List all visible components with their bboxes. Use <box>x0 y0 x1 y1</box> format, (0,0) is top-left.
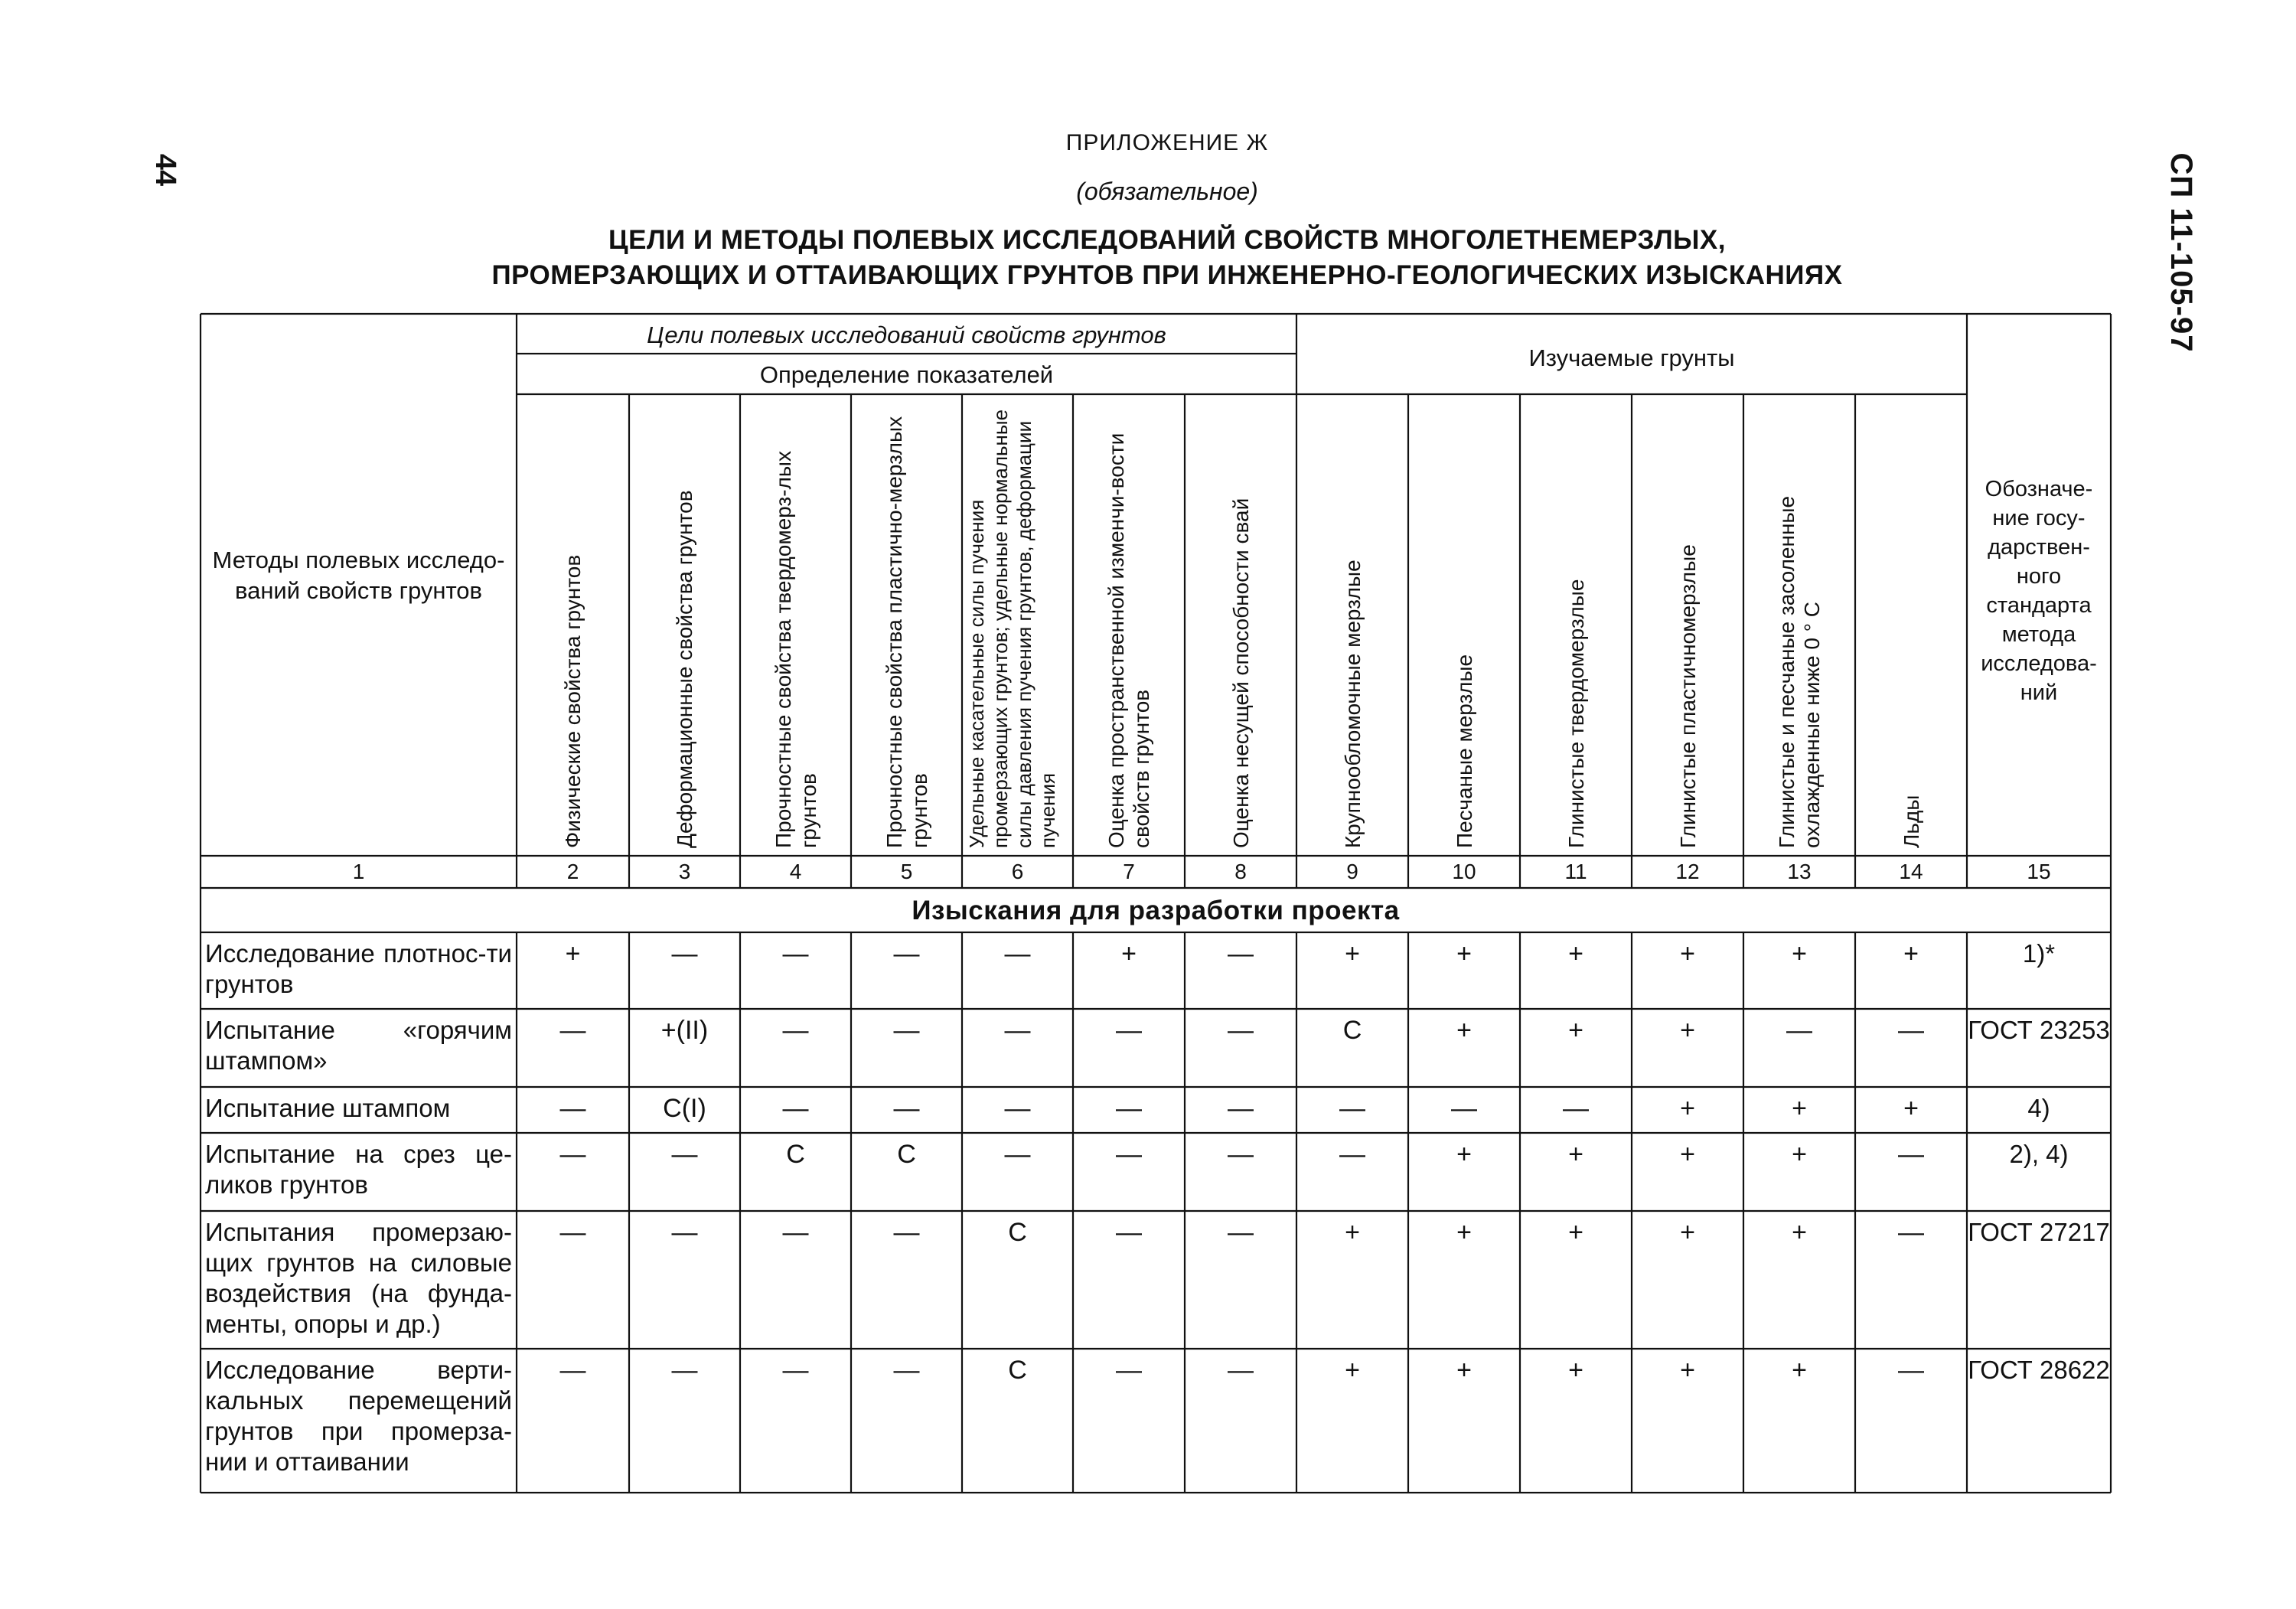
method-label: Исследование верти-кальных перемещений грунтов при промерза-нии и оттаивании <box>205 1356 512 1476</box>
appendix-label: ПРИЛОЖЕНИЕ Ж <box>1065 130 1269 155</box>
table-cell-mark: + <box>1680 1094 1695 1123</box>
table-cell-mark: — <box>1116 1356 1142 1385</box>
table-cell-mark: С <box>1342 1016 1362 1045</box>
table-cell-mark: + <box>1568 1356 1583 1385</box>
table-cell-mark: — <box>1228 1356 1254 1385</box>
table-cell-mark: — <box>782 1356 809 1385</box>
table-cell-mark: + <box>1680 1218 1695 1247</box>
table-cell-mark: — <box>782 1218 809 1247</box>
column-number: 14 <box>1899 860 1923 883</box>
table-cell-mark: — <box>1898 1218 1924 1247</box>
goal-column-header: Физические свойства грунтов <box>561 554 585 848</box>
column-number: 12 <box>1675 860 1700 883</box>
standard-reference: 4) <box>2027 1094 2050 1122</box>
standard-reference: ГОСТ 23253 <box>1968 1016 2110 1044</box>
table-cell-mark: + <box>1792 1218 1807 1247</box>
table-cell-mark: С(I) <box>663 1094 706 1123</box>
table-cell-mark: — <box>1898 1140 1924 1169</box>
table-cell-mark: — <box>782 939 809 968</box>
table-cell-mark: — <box>893 1218 920 1247</box>
table-cell-mark: + <box>1456 1356 1472 1385</box>
soil-column-header: Льды <box>1899 795 1923 848</box>
table-cell-mark: — <box>782 1094 809 1123</box>
table-cell-mark: — <box>1898 1356 1924 1385</box>
table-cell-mark: — <box>1004 1016 1031 1045</box>
table-cell-mark: — <box>1116 1140 1142 1169</box>
document-code: СП 11-105-97 <box>2164 152 2198 353</box>
column-number: 4 <box>789 860 802 883</box>
column-number: 8 <box>1234 860 1247 883</box>
table-cell-mark: + <box>1568 1016 1583 1045</box>
method-label: Испытание на срез це-ликов грунтов <box>205 1140 512 1199</box>
table-cell-mark: + <box>1792 1094 1807 1123</box>
table-cell-mark: — <box>671 1356 698 1385</box>
page-title-line-2: ПРОМЕРЗАЮЩИХ И ОТТАИВАЮЩИХ ГРУНТОВ ПРИ ИНЖЕНЕРНО-ГЕОЛОГИЧЕСКИХ ИЗЫСКАНИЯХ <box>491 260 1843 290</box>
table-cell-mark: С <box>897 1140 916 1169</box>
goal-column-header: Оценка несущей способности свай <box>1228 498 1253 848</box>
table-cell-mark: — <box>1228 1140 1254 1169</box>
standard-column-header: Обозначе-ние госу-дарствен-ного стандарта метода исследова-ний <box>1981 477 2097 705</box>
table-cell-mark: + <box>1680 1016 1695 1045</box>
method-label: Испытание «горячим штампом» <box>205 1016 512 1075</box>
table-cell-mark: + <box>1121 939 1137 968</box>
table-cell-mark: — <box>1228 939 1254 968</box>
table-cell-mark: — <box>1116 1094 1142 1123</box>
table-cell-mark: — <box>559 1356 586 1385</box>
method-label: Исследование плотнос-ти грунтов <box>205 939 512 998</box>
table-cell-mark: — <box>1898 1016 1924 1045</box>
table-cell-mark: — <box>559 1094 586 1123</box>
table-cell-mark: — <box>1228 1218 1254 1247</box>
column-number: 9 <box>1346 860 1358 883</box>
standard-reference: 2), 4) <box>2009 1140 2069 1168</box>
table-cell-mark: — <box>1004 939 1031 968</box>
standard-reference: ГОСТ 27217 <box>1968 1218 2110 1246</box>
table-cell-mark: + <box>1456 1140 1472 1169</box>
soil-column-header: Глинистые твердомерзлые <box>1564 579 1588 848</box>
column-number: 11 <box>1564 860 1587 883</box>
table-cell-mark: + <box>1345 1356 1360 1385</box>
standard-reference: ГОСТ 28622 <box>1968 1356 2110 1384</box>
table-cell-mark: + <box>1456 1016 1472 1045</box>
soil-column-header: Песчаные мерзлые <box>1452 654 1476 848</box>
table-cell-mark: + <box>565 939 581 968</box>
table-cell-mark: — <box>1228 1016 1254 1045</box>
soil-column-header: Крупнообломочные мерзлые <box>1340 560 1365 848</box>
table-cell-mark: + <box>1903 939 1919 968</box>
soil-column-header: Глинистые и песчаные засоленные охлажденные ниже 0 ° С <box>1775 495 1824 848</box>
table-cell-mark: — <box>893 1016 920 1045</box>
table-cell-mark: — <box>671 1218 698 1247</box>
column-number: 10 <box>1452 860 1476 883</box>
column-number: 5 <box>900 860 913 883</box>
goals-group-header: Цели полевых исследований свойств грунтов <box>647 321 1166 348</box>
table-cell-mark: — <box>559 1016 586 1045</box>
table-cell-mark: — <box>1339 1140 1365 1169</box>
table-cell-mark: С <box>1008 1356 1027 1385</box>
column-number: 3 <box>678 860 691 883</box>
goal-column-header: Удельные касательные силы пучения промерзающих грунтов; удельные нормальные силы давления пучения грунтов, деформации пучения <box>965 409 1059 848</box>
table-cell-mark: — <box>1228 1094 1254 1123</box>
goal-column-header: Прочностные свойства пластично-мерзлых грунтов <box>882 416 931 848</box>
table-cell-mark: — <box>559 1140 586 1169</box>
table-cell-mark: — <box>782 1016 809 1045</box>
column-number: 7 <box>1123 860 1135 883</box>
table-cell-mark: + <box>1680 939 1695 968</box>
appendix-status: (обязательное) <box>1076 178 1258 205</box>
table-cell-mark: — <box>1116 1218 1142 1247</box>
table-cell-mark: — <box>893 1356 920 1385</box>
table-cell-mark: + <box>1456 1218 1472 1247</box>
table-cell-mark: — <box>1451 1094 1477 1123</box>
table-cell-mark: + <box>1680 1356 1695 1385</box>
table-cell-mark: — <box>1116 1016 1142 1045</box>
table-cell-mark: + <box>1792 1140 1807 1169</box>
table-cell-mark: — <box>1004 1094 1031 1123</box>
goal-column-header: Прочностные свойства твердомерз-лых грунтов <box>771 450 820 848</box>
table-cell-mark: + <box>1792 939 1807 968</box>
page-title-line-1: ЦЕЛИ И МЕТОДЫ ПОЛЕВЫХ ИССЛЕДОВАНИЙ СВОЙСТВ МНОГОЛЕТНЕМЕРЗЛЫХ, <box>608 225 1726 255</box>
table-cell-mark: + <box>1568 1140 1583 1169</box>
table-cell-mark: +(II) <box>660 1016 709 1045</box>
table-cell-mark: — <box>893 939 920 968</box>
table-cell-mark: — <box>671 1140 698 1169</box>
column-number: 6 <box>1011 860 1024 883</box>
table-cell-mark: С <box>1008 1218 1027 1247</box>
method-label: Испытания промерзаю-щих грунтов на силовые воздействия (на фунда-менты, опоры и др.) <box>205 1218 512 1338</box>
section-title: Изыскания для разработки проекта <box>912 896 1400 925</box>
table-cell-mark: — <box>671 939 698 968</box>
table-cell-mark: + <box>1345 939 1360 968</box>
column-number: 2 <box>566 860 579 883</box>
table-cell-mark: + <box>1903 1094 1919 1123</box>
table-cell-mark: + <box>1792 1356 1807 1385</box>
table-cell-mark: — <box>1339 1094 1365 1123</box>
table-cell-mark: — <box>1563 1094 1589 1123</box>
goal-column-header: Деформационные свойства грунтов <box>673 490 696 848</box>
goal-column-header: Оценка пространственной изменчи-вости свойств грунтов <box>1104 432 1153 848</box>
table-cell-mark: — <box>559 1218 586 1247</box>
table-cell-mark: + <box>1345 1218 1360 1247</box>
table-cell-mark: + <box>1568 939 1583 968</box>
table-cell-mark: — <box>1786 1016 1812 1045</box>
column-number: 1 <box>352 860 365 883</box>
page-number: 44 <box>149 153 181 187</box>
column-number: 15 <box>2027 860 2051 883</box>
method-label: Испытание штампом <box>205 1094 451 1122</box>
soils-group-header: Изучаемые грунты <box>1528 344 1735 371</box>
column-number: 13 <box>1787 860 1812 883</box>
table-cell-mark: С <box>786 1140 805 1169</box>
indicators-group-header: Определение показателей <box>759 361 1054 388</box>
table-cell-mark: + <box>1456 939 1472 968</box>
table-cell-mark: — <box>893 1094 920 1123</box>
table-cell-mark: — <box>1004 1140 1031 1169</box>
standard-reference: 1)* <box>2022 939 2056 968</box>
soil-column-header: Глинистые пластичномерзлые <box>1675 544 1700 848</box>
table-cell-mark: + <box>1680 1140 1695 1169</box>
table-cell-mark: + <box>1568 1218 1583 1247</box>
methods-column-header: Методы полевых исследо-ваний свойств грунтов <box>212 547 505 604</box>
